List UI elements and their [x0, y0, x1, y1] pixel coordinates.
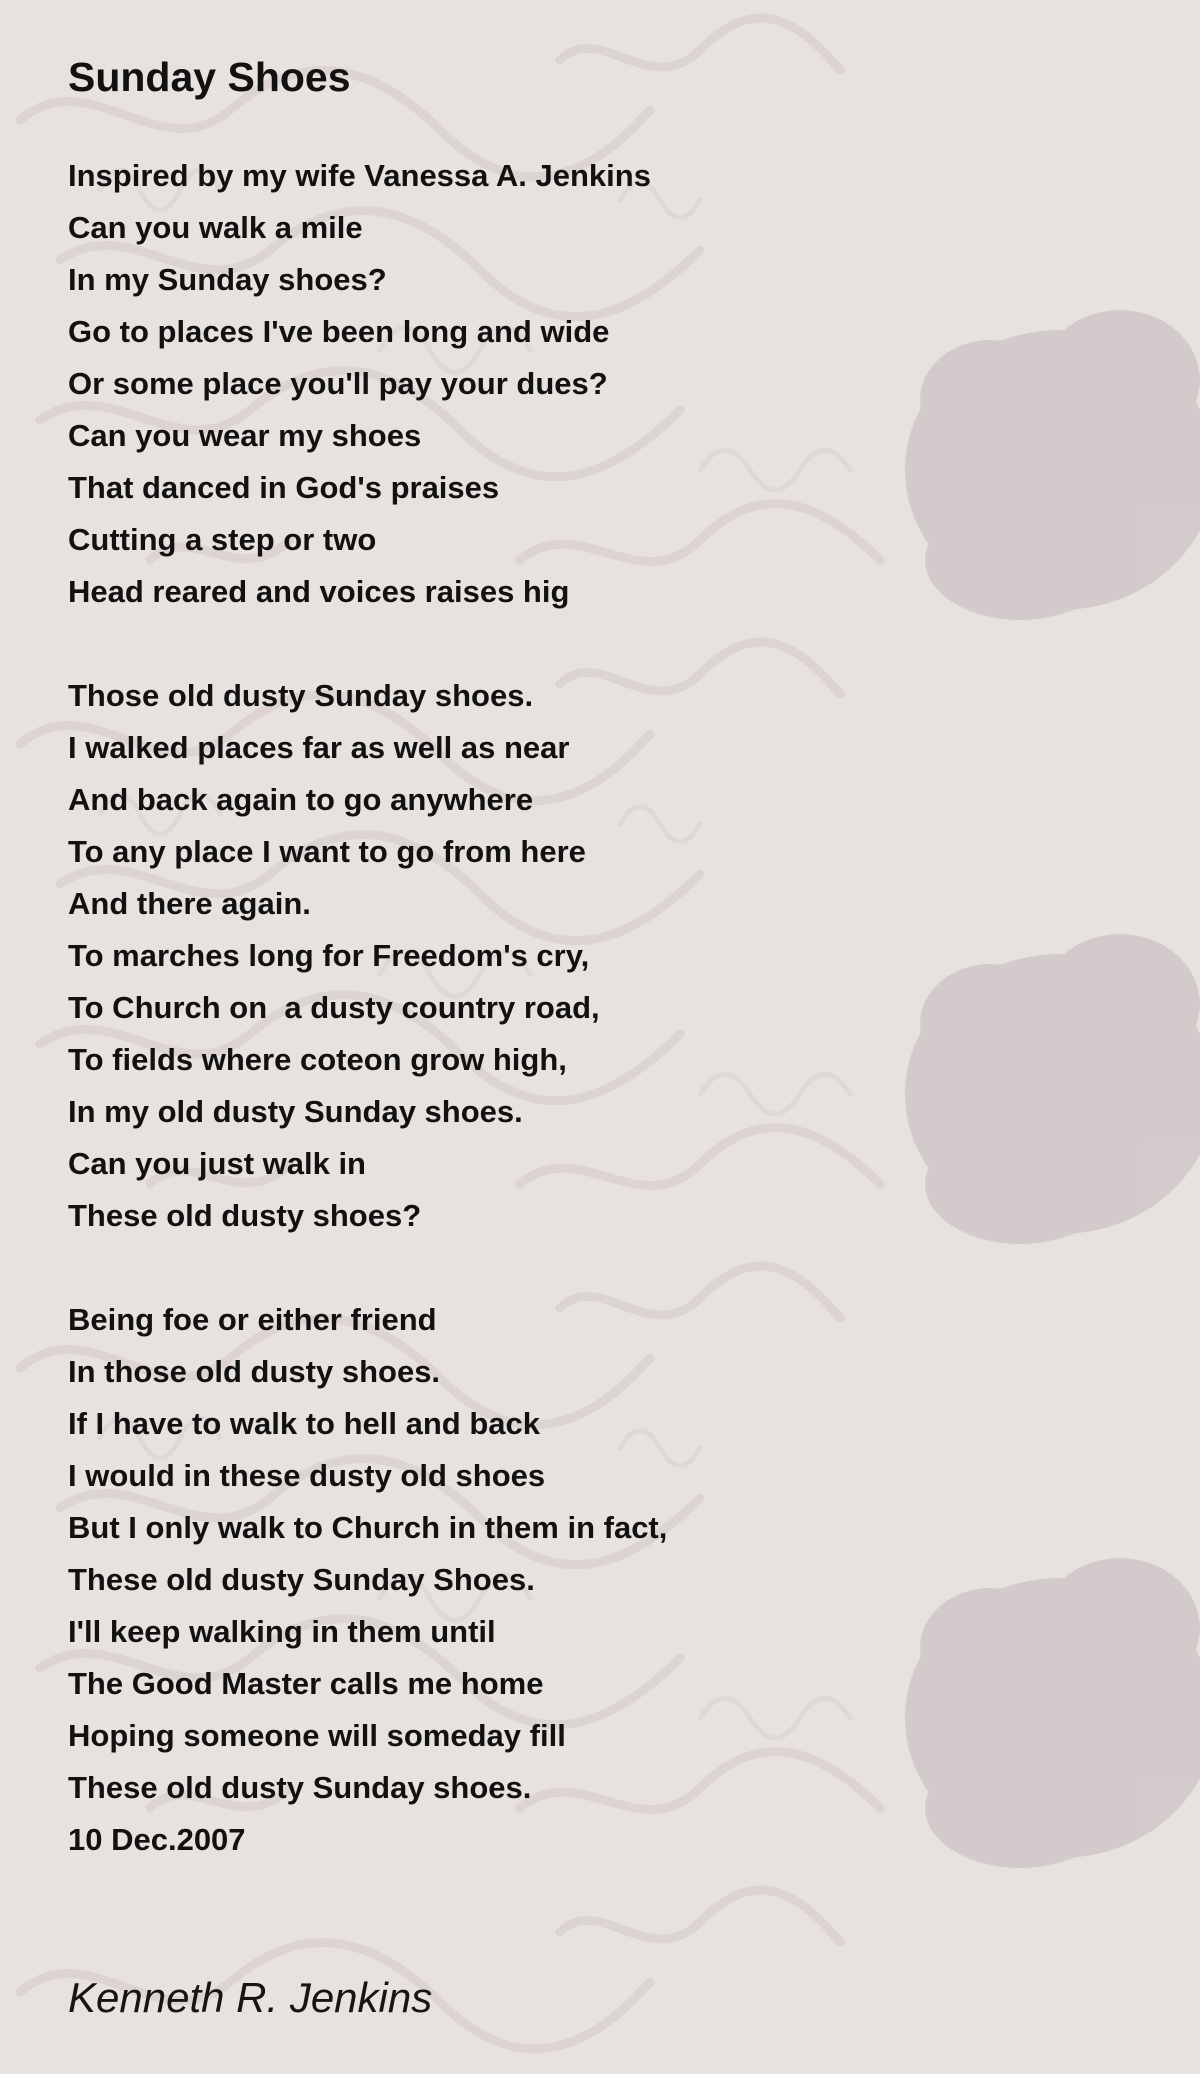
poem-line: To marches long for Freedom's cry, — [68, 938, 590, 973]
poem-line: Go to places I've been long and wide — [68, 314, 610, 349]
poem-line: Can you just walk in — [68, 1146, 366, 1181]
poem-line: To fields where coteon grow high, — [68, 1042, 567, 1077]
stanza-break — [68, 618, 1148, 670]
poem-line: In my Sunday shoes? — [68, 262, 387, 297]
poem-line: Cutting a step or two — [68, 522, 377, 557]
poem-line: That danced in God's praises — [68, 470, 500, 505]
poem-line: And there again. — [68, 886, 311, 921]
poem-line: If I have to walk to hell and back — [68, 1406, 541, 1441]
poem-line: Those old dusty Sunday shoes. — [68, 678, 534, 713]
stanza — [68, 150, 1148, 618]
poem-title: Sunday Shoes — [68, 54, 351, 100]
poem-line: But I only walk to Church in them in fact, — [68, 1510, 668, 1545]
poem-line: Or some place you'll pay your dues? — [68, 366, 608, 401]
poem-line: Head reared and voices raises hig — [68, 574, 570, 609]
poem-line: These old dusty Sunday Shoes. — [68, 1562, 535, 1597]
poem-line: I would in these dusty old shoes — [68, 1458, 546, 1493]
poem-body — [68, 150, 1148, 1866]
poem-line: I'll keep walking in them until — [68, 1614, 496, 1649]
stanza — [68, 1294, 1148, 1866]
poem-author: Kenneth R. Jenkins — [68, 1974, 433, 2021]
poem-line: 10 Dec.2007 — [68, 1822, 246, 1857]
poem-line: Can you wear my shoes — [68, 418, 422, 453]
poem-line: To any place I want to go from here — [68, 834, 586, 869]
poem-line: Can you walk a mile — [68, 210, 363, 245]
poem-line: These old dusty Sunday shoes. — [68, 1770, 532, 1805]
poem-line: In my old dusty Sunday shoes. — [68, 1094, 523, 1129]
poem-line: I walked places far as well as near — [68, 730, 570, 765]
poem-line: In those old dusty shoes. — [68, 1354, 441, 1389]
stanza — [68, 670, 1148, 1242]
poem-line: The Good Master calls me home — [68, 1666, 544, 1701]
poem-line: Inspired by my wife Vanessa A. Jenkins — [68, 158, 651, 193]
poem-line: Being foe or either friend — [68, 1302, 437, 1337]
stanza-break — [68, 1242, 1148, 1294]
poem-line: These old dusty shoes? — [68, 1198, 422, 1233]
poem-line: And back again to go anywhere — [68, 782, 534, 817]
poem-line: Hoping someone will someday fill — [68, 1718, 566, 1753]
poem-line: To Church on a dusty country road, — [68, 990, 600, 1025]
